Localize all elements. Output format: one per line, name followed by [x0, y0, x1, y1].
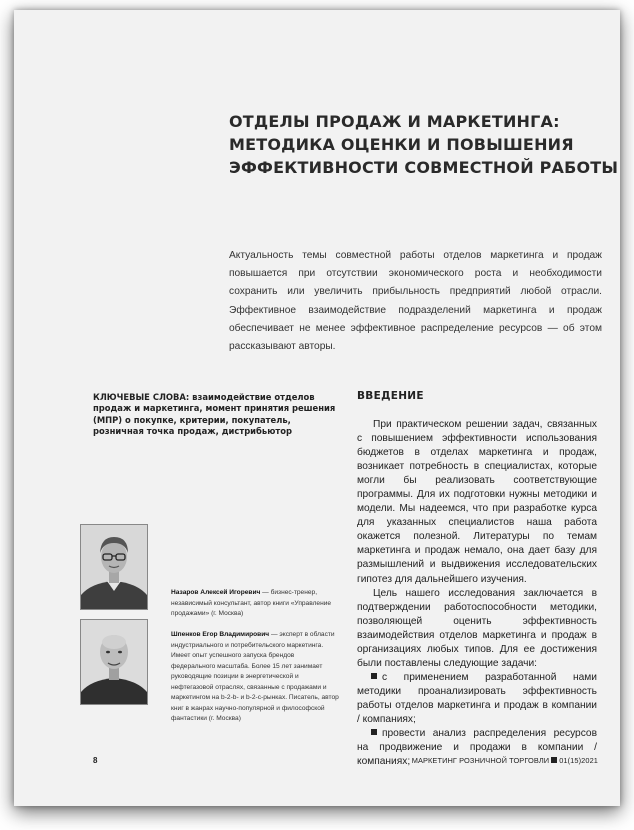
author-name: Назаров Алексей Игоревич [171, 589, 261, 596]
keywords-block [93, 392, 338, 437]
intro-body [357, 418, 597, 769]
section-heading: ВВЕДЕНИЕ [357, 390, 424, 402]
author-name: Шпенков Егор Владимирович [171, 631, 270, 638]
author-description: — бизнес-тренер, независимый консультант, автор книги «Управление продажами» (г. Москва) [171, 589, 332, 618]
body-paragraph: При практическом решении задач, связанных с повышением эффективности использования бюджетов в отделах маркетинга и продаж, возникает потребность в специалистах, которые могли бы реализовать соответствующие программы. Для их подготовки нужны методики и модели. Мы надеемся, что при разработке курса для указанных специалистов наша работа окажется полезной. Литературы по темам маркетинга и продаж немало, она дает базу для размышлений и выдвижения исследовательских гипотез для дальнейшего изучения. [357, 419, 597, 585]
author-photo [80, 524, 148, 610]
author-photo [80, 619, 148, 705]
author-bio [171, 588, 339, 620]
article-title [229, 110, 619, 179]
keywords-label: КЛЮЧЕВЫЕ СЛОВА: [93, 392, 190, 402]
bullet-square-icon [371, 729, 377, 735]
journal-footer [412, 756, 598, 765]
separator-square-icon [551, 757, 557, 763]
author-bio [171, 630, 339, 725]
title-line: ОТДЕЛЫ ПРОДАЖ И МАРКЕТИНГА: [229, 112, 560, 131]
article-lead: Актуальность темы совместной работы отделов маркетинга и продаж повышается при отсутствии экономического роста и необходимости сохранить или увеличить прибыльность предприятий любой отрасли. Эффективное взаимодействие подразделений маркетинга и продаж обеспечивает не менее эффективное распределение ресурсов — об этом рассказывают авторы. [229, 250, 602, 353]
author-description: — эксперт в области индустриального и потребительского маркетинга. Имеет опыт успешного запуска брендов федерального масштаба. Более 15 лет занимает руководящие позиции в энергетической и нефтегазовой отраслях, связанные с продажами и маркетингом на b-2-b- и b-2-c-рынках. Писатель, автор книг в жанрах научно-популярной и философской фантастики (г. Москва) [171, 631, 339, 722]
bullet-text: провести анализ распределения ресурсов на продвижение и продажи в компании / компаниях; [357, 728, 597, 768]
bullet-item [357, 671, 597, 727]
page-number: 8 [93, 756, 98, 765]
bullet-square-icon [371, 673, 377, 679]
keywords-text: взаимодействие отделов продаж и маркетинга, момент принятия решения (МПР) о покупке, критерии, покупатель, розничная точка продаж, дистрибьютор [93, 392, 336, 436]
magazine-page [14, 10, 620, 806]
man-with-glasses-portrait-icon [81, 525, 147, 609]
bullet-text: с применением разработанной нами методики проанализировать эффективность работы отделов маркетинга и продаж в компании / компаниях; [357, 671, 597, 725]
bald-man-portrait-icon [81, 620, 147, 704]
body-paragraph: Цель нашего исследования заключается в подтверждении работоспособности методики, позволяющей оценить эффективность взаимодействия отделов маркетинга и продаж в организациях любых типов. Для ее достижения были поставлены следующие задачи: [357, 587, 597, 669]
journal-name: МАРКЕТИНГ РОЗНИЧНОЙ ТОРГОВЛИ [411, 756, 550, 765]
issue-number: 01(15)2021 [559, 756, 598, 765]
title-line: МЕТОДИКА ОЦЕНКИ И ПОВЫШЕНИЯ [229, 135, 574, 154]
title-line: ЭФФЕКТИВНОСТИ СОВМЕСТНОЙ РАБОТЫ [229, 158, 619, 177]
